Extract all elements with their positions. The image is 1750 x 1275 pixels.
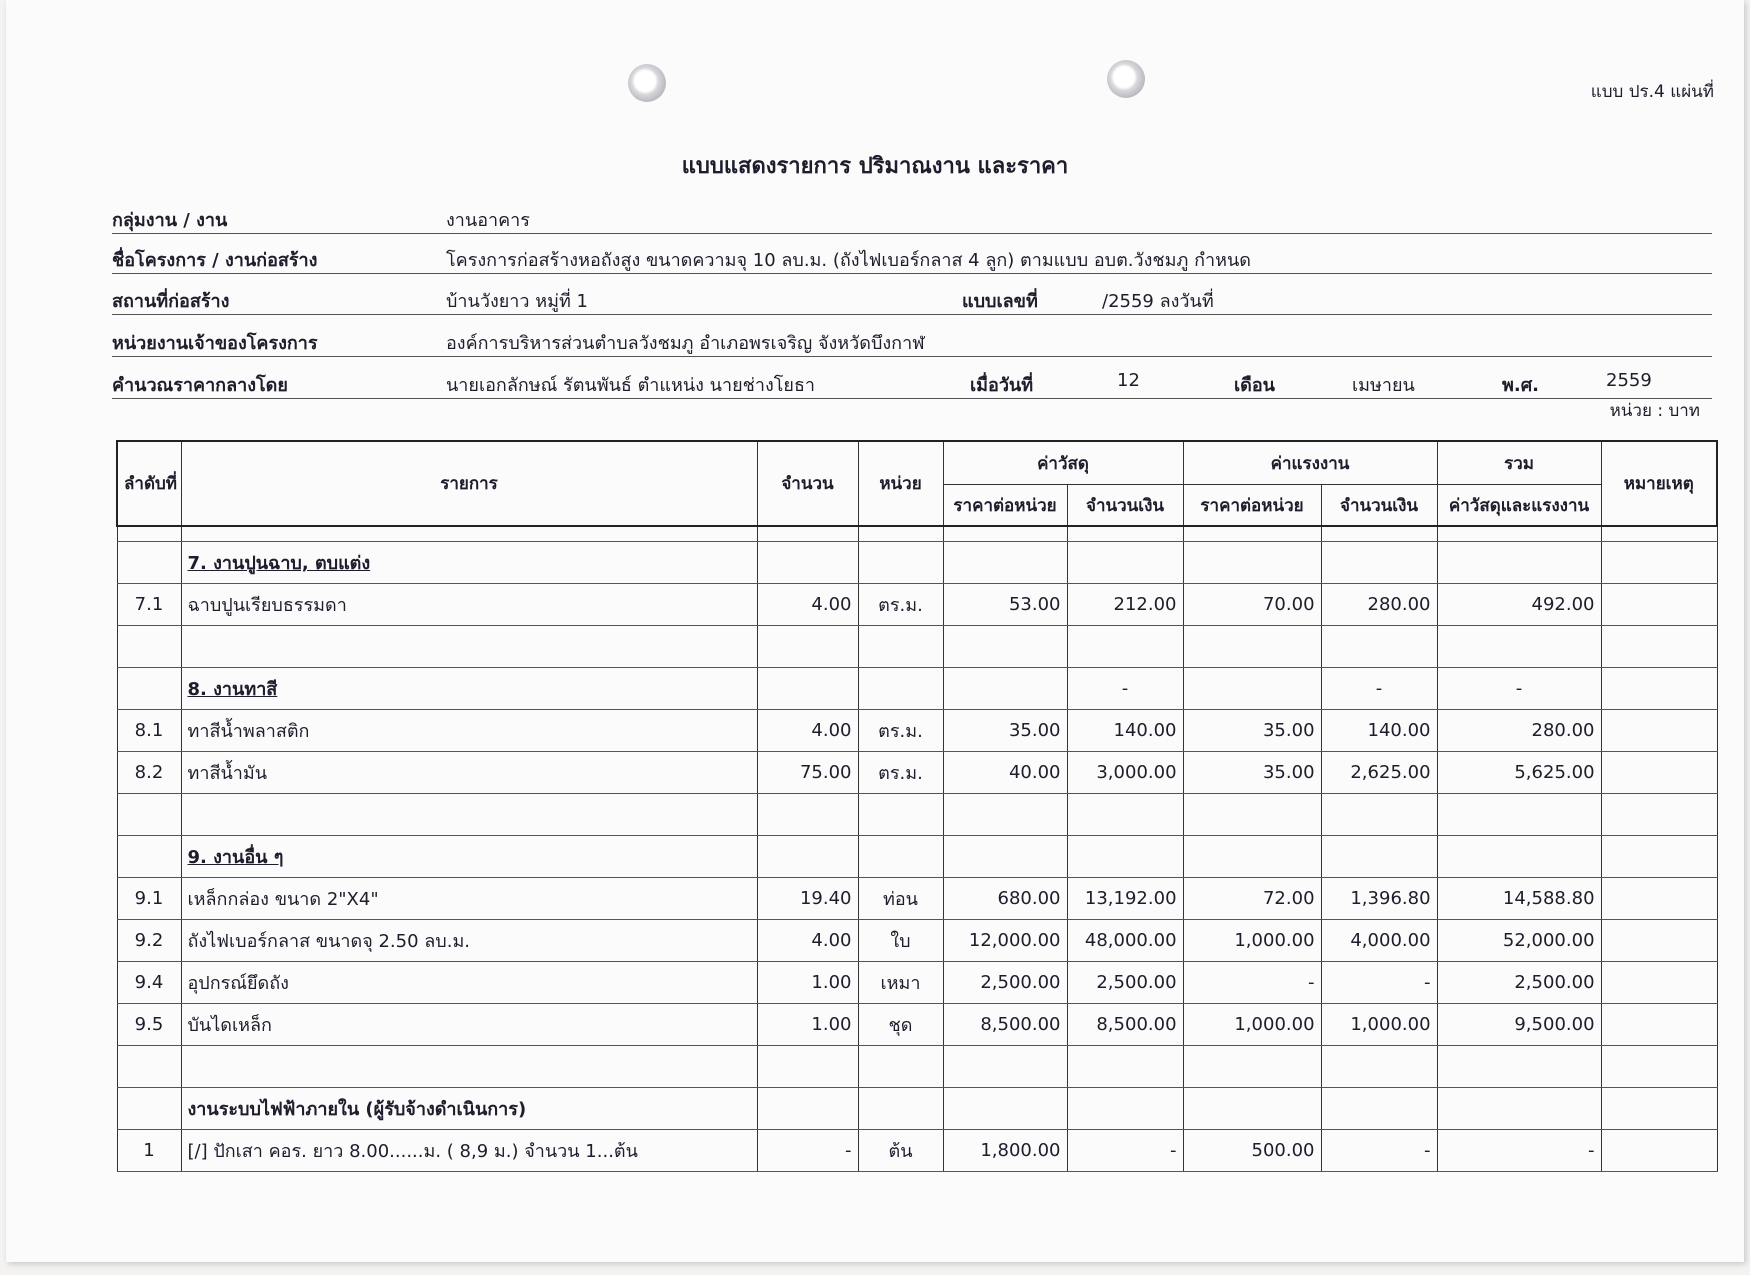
cell-unit [858, 668, 943, 710]
cell-qty: 4.00 [757, 584, 858, 626]
cell-qty [757, 794, 858, 836]
cell-labor-unit-price: - [1183, 962, 1321, 1004]
cell-item: งานระบบไฟฟ้าภายใน (ผู้รับจ้างดำเนินการ) [181, 1088, 757, 1130]
cell-labor-unit-price: 70.00 [1183, 584, 1321, 626]
cell-remark [1601, 1004, 1717, 1046]
cell-material-amount: - [1067, 1130, 1183, 1172]
cell-qty: 75.00 [757, 752, 858, 794]
cell-no [117, 526, 181, 542]
cell-item: ทาสีน้ำพลาสติก [181, 710, 757, 752]
cell-material-unit-price: 12,000.00 [943, 920, 1067, 962]
col-unit: หน่วย [858, 441, 943, 526]
cell-qty [757, 526, 858, 542]
cell-item: ทาสีน้ำมัน [181, 752, 757, 794]
cell-material-amount [1067, 1088, 1183, 1130]
table-row [117, 584, 1717, 626]
cell-remark [1601, 668, 1717, 710]
cell-total [1437, 794, 1601, 836]
section-row [117, 542, 1717, 584]
cell-labor-amount: - [1321, 962, 1437, 1004]
cell-qty [757, 836, 858, 878]
cell-unit: ตร.ม. [858, 752, 943, 794]
cell-total: - [1437, 1130, 1601, 1172]
cell-material-unit-price [943, 794, 1067, 836]
cell-no [117, 1046, 181, 1088]
col-labor-amount: จำนวนเงิน [1321, 485, 1437, 527]
cell-item: [/] ปักเสา คอร. ยาว 8.00......ม. ( 8,9 ม.) จำนวน 1...ต้น [181, 1130, 757, 1172]
cell-item: 9. งานอื่น ๆ [181, 836, 757, 878]
cell-material-unit-price [943, 1046, 1067, 1088]
cell-material-amount [1067, 836, 1183, 878]
cell-material-unit-price: 680.00 [943, 878, 1067, 920]
cell-labor-amount [1321, 1088, 1437, 1130]
cell-total [1437, 836, 1601, 878]
cell-remark [1601, 794, 1717, 836]
divider [112, 233, 1712, 234]
col-remark: หมายเหตุ [1601, 441, 1717, 526]
cell-total [1437, 1046, 1601, 1088]
cell-material-amount [1067, 526, 1183, 542]
estimator-value: นายเอกลักษณ์ รัตนพันธ์ ตำแหน่ง นายช่างโยธา [446, 375, 816, 396]
cell-labor-amount: 2,625.00 [1321, 752, 1437, 794]
cell-labor-amount [1321, 794, 1437, 836]
cell-material-amount [1067, 794, 1183, 836]
cell-labor-unit-price [1183, 836, 1321, 878]
table-row [117, 920, 1717, 962]
cell-labor-amount: 140.00 [1321, 710, 1437, 752]
cell-no [117, 668, 181, 710]
cell-material-unit-price: 8,500.00 [943, 1004, 1067, 1046]
cell-material-unit-price [943, 1088, 1067, 1130]
table-row [117, 962, 1717, 1004]
project-value: โครงการก่อสร้างหอถังสูง ขนาดความจุ 10 ลบ.ม. (ถังไฟเบอร์กลาส 4 ลูก) ตามแบบ อบต.วังชมภู กำหนด [446, 250, 1251, 271]
col-labor-unit-price: ราคาต่อหน่วย [1183, 485, 1321, 527]
cell-total [1437, 526, 1601, 542]
cell-labor-amount: 1,000.00 [1321, 1004, 1437, 1046]
date-month: เมษายน [1352, 375, 1415, 396]
cell-unit: ต้น [858, 1130, 943, 1172]
cell-item: อุปกรณ์ยึดถัง [181, 962, 757, 1004]
cell-item [181, 1046, 757, 1088]
cell-remark [1601, 920, 1717, 962]
divider [112, 356, 1712, 357]
cell-item [181, 526, 757, 542]
cell-item [181, 626, 757, 668]
col-no: ลำดับที่ [117, 441, 181, 526]
cell-material-unit-price [943, 626, 1067, 668]
section-row [117, 1088, 1717, 1130]
cell-total: 280.00 [1437, 710, 1601, 752]
document-sheet [6, 0, 1744, 1262]
divider [112, 314, 1712, 315]
form-code: แบบ ปร.4 แผ่นที่ [1590, 82, 1714, 102]
cell-unit: เหมา [858, 962, 943, 1004]
col-total-2: ค่าวัสดุและแรงงาน [1437, 485, 1601, 527]
cell-material-amount: 48,000.00 [1067, 920, 1183, 962]
cell-material-unit-price: 35.00 [943, 710, 1067, 752]
cell-no: 8.1 [117, 710, 181, 752]
cell-labor-unit-price [1183, 668, 1321, 710]
cell-material-amount [1067, 626, 1183, 668]
cell-labor-unit-price: 1,000.00 [1183, 920, 1321, 962]
cell-remark [1601, 526, 1717, 542]
cell-item: ถังไฟเบอร์กลาส ขนาดจุ 2.50 ลบ.ม. [181, 920, 757, 962]
cell-labor-unit-price [1183, 542, 1321, 584]
cell-material-unit-price: 40.00 [943, 752, 1067, 794]
col-material-unit-price: ราคาต่อหน่วย [943, 485, 1067, 527]
table-row [117, 1046, 1717, 1088]
cell-total [1437, 542, 1601, 584]
cell-material-amount [1067, 542, 1183, 584]
cell-unit: ตร.ม. [858, 584, 943, 626]
cell-labor-amount: 1,396.80 [1321, 878, 1437, 920]
cell-labor-amount [1321, 526, 1437, 542]
cell-remark [1601, 1130, 1717, 1172]
cell-unit: ท่อน [858, 878, 943, 920]
spacer-row [117, 526, 1717, 542]
site-value: บ้านวังยาว หมู่ที่ 1 [446, 291, 588, 312]
cell-material-unit-price [943, 526, 1067, 542]
boq-table [116, 440, 1718, 1172]
punch-hole-right [1107, 60, 1145, 98]
cell-no: 9.2 [117, 920, 181, 962]
table-row [117, 1004, 1717, 1046]
cell-qty: 1.00 [757, 1004, 858, 1046]
project-label: ชื่อโครงการ / งานก่อสร้าง [112, 250, 318, 271]
cell-no [117, 1088, 181, 1130]
table-row [117, 626, 1717, 668]
cell-item: ฉาบปูนเรียบธรรมดา [181, 584, 757, 626]
punch-hole-left [628, 64, 666, 102]
cell-no: 7.1 [117, 584, 181, 626]
cell-total: 5,625.00 [1437, 752, 1601, 794]
table-row [117, 752, 1717, 794]
cell-labor-amount: 4,000.00 [1321, 920, 1437, 962]
date-day: 12 [1117, 370, 1140, 391]
month-label: เดือน [1234, 375, 1275, 396]
cell-material-amount: 13,192.00 [1067, 878, 1183, 920]
cell-unit [858, 1046, 943, 1088]
cell-unit [858, 542, 943, 584]
cell-item: 7. งานปูนฉาบ, ตบแต่ง [181, 542, 757, 584]
cell-material-amount: 2,500.00 [1067, 962, 1183, 1004]
cell-qty [757, 542, 858, 584]
date-label: เมื่อวันที่ [970, 375, 1034, 396]
cell-labor-unit-price: 72.00 [1183, 878, 1321, 920]
cell-material-unit-price: 1,800.00 [943, 1130, 1067, 1172]
cell-labor-unit-price [1183, 1046, 1321, 1088]
owner-label: หน่วยงานเจ้าของโครงการ [112, 333, 318, 354]
cell-no [117, 836, 181, 878]
cell-material-amount: 8,500.00 [1067, 1004, 1183, 1046]
cell-material-amount: - [1067, 668, 1183, 710]
cell-total [1437, 1088, 1601, 1130]
cell-no [117, 542, 181, 584]
table-row [117, 1130, 1717, 1172]
cell-labor-unit-price [1183, 1088, 1321, 1130]
cell-remark [1601, 1046, 1717, 1088]
col-labor: ค่าแรงงาน [1183, 441, 1437, 485]
cell-unit [858, 836, 943, 878]
cell-no [117, 626, 181, 668]
cell-unit [858, 1088, 943, 1130]
cell-remark [1601, 584, 1717, 626]
cell-no [117, 794, 181, 836]
plan-label: แบบเลขที่ [962, 291, 1038, 312]
plan-value: /2559 ลงวันที่ [1102, 291, 1214, 312]
cell-no: 8.2 [117, 752, 181, 794]
cell-labor-amount [1321, 626, 1437, 668]
cell-labor-unit-price [1183, 794, 1321, 836]
cell-material-unit-price: 2,500.00 [943, 962, 1067, 1004]
cell-material-amount: 3,000.00 [1067, 752, 1183, 794]
cell-material-amount [1067, 1046, 1183, 1088]
site-label: สถานที่ก่อสร้าง [112, 291, 230, 312]
col-item: รายการ [181, 441, 757, 526]
cell-remark [1601, 752, 1717, 794]
cell-item: บันไดเหล็ก [181, 1004, 757, 1046]
group-value: งานอาคาร [446, 210, 530, 231]
cell-qty [757, 1088, 858, 1130]
cell-remark [1601, 626, 1717, 668]
cell-item: 8. งานทาสี [181, 668, 757, 710]
cell-qty: 4.00 [757, 920, 858, 962]
group-label: กลุ่มงาน / งาน [112, 210, 228, 231]
cell-qty [757, 626, 858, 668]
cell-labor-amount: 280.00 [1321, 584, 1437, 626]
cell-labor-amount [1321, 1046, 1437, 1088]
date-year: 2559 [1606, 370, 1652, 391]
owner-value: องค์การบริหารส่วนตำบลวังชมภู อำเภอพรเจริญ จังหวัดบึงกาฬ [446, 333, 925, 354]
cell-labor-unit-price: 500.00 [1183, 1130, 1321, 1172]
cell-qty [757, 1046, 858, 1088]
cell-no: 9.5 [117, 1004, 181, 1046]
cell-total: - [1437, 668, 1601, 710]
cell-qty: 4.00 [757, 710, 858, 752]
cell-unit: ตร.ม. [858, 710, 943, 752]
cell-unit: ชุด [858, 1004, 943, 1046]
cell-item [181, 794, 757, 836]
cell-item: เหล็กกล่อง ขนาด 2"X4" [181, 878, 757, 920]
cell-total: 2,500.00 [1437, 962, 1601, 1004]
cell-remark [1601, 542, 1717, 584]
cell-labor-unit-price: 1,000.00 [1183, 1004, 1321, 1046]
cell-qty: 19.40 [757, 878, 858, 920]
cell-total: 492.00 [1437, 584, 1601, 626]
table-header [117, 441, 1717, 526]
cell-labor-unit-price [1183, 626, 1321, 668]
table-row [117, 878, 1717, 920]
cell-unit [858, 626, 943, 668]
col-material: ค่าวัสดุ [943, 441, 1183, 485]
cell-no: 1 [117, 1130, 181, 1172]
year-label: พ.ศ. [1502, 375, 1539, 396]
cell-total: 14,588.80 [1437, 878, 1601, 920]
col-total-1: รวม [1437, 441, 1601, 485]
divider [112, 273, 1712, 274]
cell-labor-unit-price: 35.00 [1183, 752, 1321, 794]
estimator-label: คำนวณราคากลางโดย [112, 375, 288, 396]
cell-labor-unit-price: 35.00 [1183, 710, 1321, 752]
cell-remark [1601, 710, 1717, 752]
divider [112, 398, 1712, 399]
cell-labor-amount [1321, 542, 1437, 584]
page-title: แบบแสดงรายการ ปริมาณงาน และราคา [681, 154, 1069, 179]
cell-total: 9,500.00 [1437, 1004, 1601, 1046]
cell-material-unit-price: 53.00 [943, 584, 1067, 626]
cell-no: 9.4 [117, 962, 181, 1004]
cell-qty [757, 668, 858, 710]
cell-material-unit-price [943, 542, 1067, 584]
table-row [117, 710, 1717, 752]
table-row [117, 794, 1717, 836]
cell-remark [1601, 836, 1717, 878]
cell-labor-amount: - [1321, 1130, 1437, 1172]
cell-no: 9.1 [117, 878, 181, 920]
cell-labor-amount: - [1321, 668, 1437, 710]
cell-remark [1601, 1088, 1717, 1130]
col-material-amount: จำนวนเงิน [1067, 485, 1183, 527]
cell-material-unit-price [943, 836, 1067, 878]
cell-unit [858, 526, 943, 542]
cell-material-amount: 212.00 [1067, 584, 1183, 626]
cell-total: 52,000.00 [1437, 920, 1601, 962]
cell-unit: ใบ [858, 920, 943, 962]
cell-material-amount: 140.00 [1067, 710, 1183, 752]
cell-material-unit-price [943, 668, 1067, 710]
cell-remark [1601, 962, 1717, 1004]
cell-labor-unit-price [1183, 526, 1321, 542]
unit-note: หน่วย : บาท [1609, 401, 1700, 421]
cell-labor-amount [1321, 836, 1437, 878]
section-row [117, 668, 1717, 710]
cell-remark [1601, 878, 1717, 920]
table-body [117, 526, 1717, 1172]
section-row [117, 836, 1717, 878]
cell-qty: - [757, 1130, 858, 1172]
col-qty: จำนวน [757, 441, 858, 526]
cell-unit [858, 794, 943, 836]
cell-qty: 1.00 [757, 962, 858, 1004]
cell-total [1437, 626, 1601, 668]
